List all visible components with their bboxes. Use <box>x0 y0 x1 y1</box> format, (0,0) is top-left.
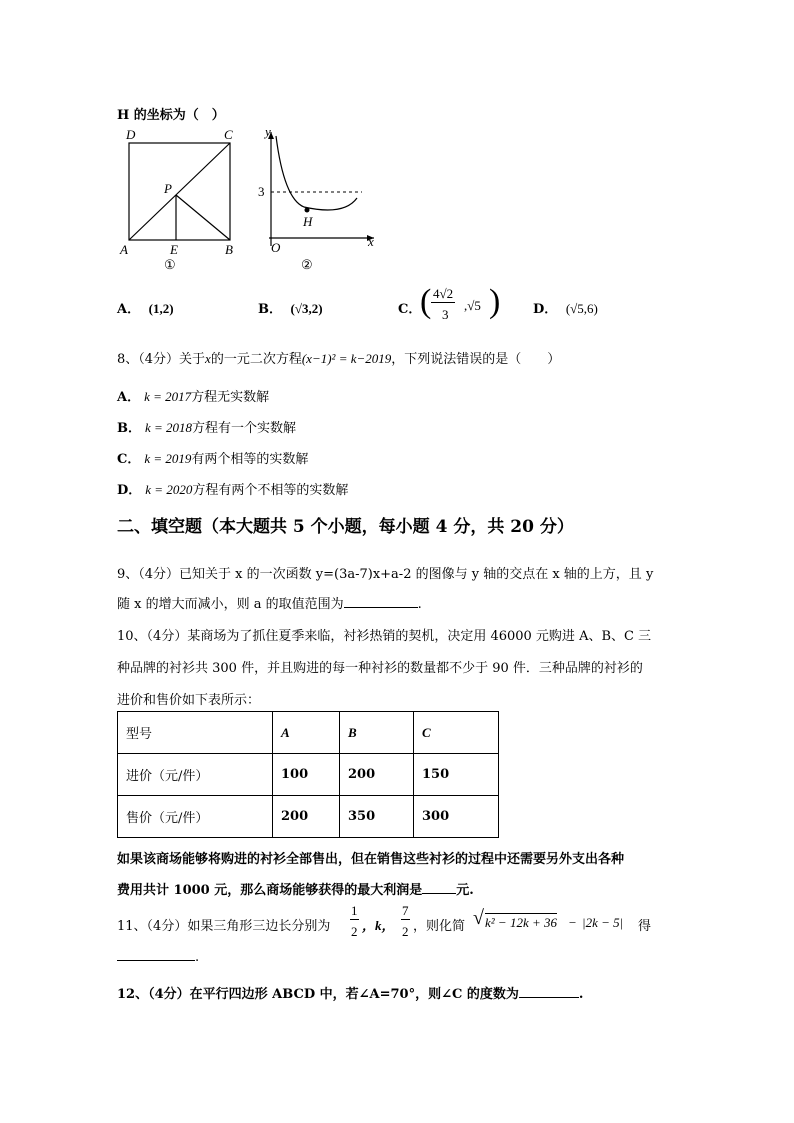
q8-suffix: ，下列说法错误的是（ ） <box>391 352 561 367</box>
table-cell: 350 <box>340 796 414 838</box>
paren-left: ( <box>420 283 432 320</box>
table-cell: 100 <box>273 754 340 796</box>
table-cell: 150 <box>414 754 499 796</box>
q10-line1: 10、（4分）某商场为了抓住夏季来临，衬衫热销的契机，决定用 46000 元购进 A、B、C 三 <box>117 629 652 644</box>
answer-blank[interactable] <box>117 960 195 961</box>
option-b-value: (√3,2) <box>290 301 323 316</box>
table-row <box>118 754 499 796</box>
q11-then: ，则化简 <box>413 919 466 934</box>
label-d: D <box>126 127 136 142</box>
q11-minus: − <box>568 915 577 930</box>
option-d-value: (√5,6) <box>565 301 598 316</box>
q11-line1 <box>117 902 677 946</box>
option-letter: D． <box>533 302 558 317</box>
option-letter: A． <box>117 390 141 405</box>
table-cell: 200 <box>340 754 414 796</box>
q11-line2 <box>117 950 199 965</box>
option-a-value: (1,2) <box>148 301 174 316</box>
section-title: 二、填空题（本大题共 5 个小题，每小题 4 分，共 20 分） <box>117 517 574 537</box>
option-c-denominator: 3 <box>442 307 449 322</box>
q12-end: . <box>578 987 584 1002</box>
table-cell: 型号 <box>118 712 273 754</box>
label-a: A <box>120 242 128 257</box>
table-cell: B <box>340 712 414 754</box>
option-letter: D． <box>117 483 142 498</box>
q11-fraction2-numerator: 7 <box>402 903 409 918</box>
q8-prefix: 8、（4分）关于 <box>117 352 206 367</box>
q9-text: 随 x 的增大而减小，则 a 的取值范围为 <box>117 597 344 612</box>
label-x: x <box>368 234 374 249</box>
q8-option-a <box>117 386 269 405</box>
q11-abs: |2k − 5| <box>582 915 624 930</box>
table-cell: C <box>414 712 499 754</box>
price-table <box>117 711 499 838</box>
segment-pb <box>176 195 230 240</box>
option-text: 方程无实数解 <box>191 390 270 405</box>
option-letter: C． <box>117 452 141 467</box>
table-header-row <box>118 712 499 754</box>
q10-after2 <box>117 879 474 898</box>
q8-mid: 的一元二次方程 <box>210 352 302 367</box>
q8-option-c <box>117 448 308 467</box>
q12-line <box>117 983 583 1002</box>
q10-after2-text: 费用共计 1000 元，那么商场能够获得的最大利润是 <box>117 883 423 898</box>
q10-line3: 进价和售价如下表所示： <box>117 693 261 708</box>
q9-end: . <box>417 597 422 612</box>
label-h: H <box>303 214 313 229</box>
q7-stem-tail: H 的坐标为（ ） <box>117 108 225 123</box>
q11-end: 得 <box>638 919 652 934</box>
q8-stem <box>117 348 560 367</box>
point-h <box>305 208 310 213</box>
function-curve <box>276 136 357 210</box>
figure2-caption: ② <box>301 257 313 272</box>
answer-blank[interactable] <box>519 997 579 998</box>
q11-fraction2-denominator: 2 <box>402 924 409 939</box>
option-text: 方程有一个实数解 <box>192 421 297 436</box>
q8-option-b <box>117 417 296 436</box>
label-y: y <box>265 124 271 139</box>
q9-line1: 9、（4分）已知关于 x 的一次函数 y=(3a-7)x+a-2 的图像与 y 轴的交点在 x 轴的上方，且 y <box>117 567 654 582</box>
diagonal-ac <box>129 143 230 240</box>
option-math: k = 2020 <box>145 482 193 497</box>
label-p: P <box>164 181 172 196</box>
table-cell: 200 <box>273 796 340 838</box>
table-cell: 售价（元/件） <box>118 796 273 838</box>
q10-after1: 如果该商场能够将购进的衬衫全部售出，但在销售这些衬衫的过程中还需要另外支出各种 <box>117 852 625 867</box>
answer-blank[interactable] <box>344 607 418 608</box>
sqrt-sign: √ <box>473 907 484 929</box>
q7-option-d <box>533 298 598 317</box>
q7-option-b <box>258 298 323 317</box>
q11-prefix: 11、（4分）如果三角形三边长分别为 <box>117 919 331 934</box>
paren-right: ) <box>489 283 501 320</box>
label-o: O <box>271 240 281 255</box>
table-cell: 300 <box>414 796 499 838</box>
figure-square-diagram <box>112 126 242 274</box>
q7-option-a <box>117 298 174 317</box>
q11-radicand: k² − 12k + 36 <box>485 915 557 930</box>
option-math: k = 2017 <box>144 389 192 404</box>
figure-function-graph <box>254 124 384 274</box>
q8-var: x <box>205 351 211 366</box>
label-b: B <box>225 242 233 257</box>
label-c: C <box>224 127 233 142</box>
label-e: E <box>170 242 178 257</box>
q10-line2: 种品牌的衬衫共 300 件，并且购进的每一种衬衫的数量都不少于 90 件．三种品牌的衬衫的 <box>117 661 643 676</box>
q11-line2-end: . <box>195 950 200 965</box>
q8-option-d <box>117 479 348 498</box>
q8-equation: (x−1)² = k−2019 <box>301 351 392 366</box>
table-cell: A <box>273 712 340 754</box>
option-letter: B． <box>258 302 282 317</box>
q11-fraction1-numerator: 1 <box>351 903 358 918</box>
option-c-rest: ,√5 <box>464 298 481 313</box>
option-c-numerator: 4√2 <box>433 286 454 301</box>
option-text: 有两个相等的实数解 <box>191 452 309 467</box>
answer-blank[interactable] <box>422 893 456 894</box>
label-three: 3 <box>258 184 265 199</box>
option-letter: C． <box>398 302 422 317</box>
table-cell: 进价（元/件） <box>118 754 273 796</box>
option-math: k = 2018 <box>145 420 193 435</box>
figure1-caption: ① <box>164 257 176 272</box>
option-letter: A． <box>117 302 141 317</box>
option-math: k = 2019 <box>144 451 192 466</box>
q9-line2 <box>117 593 422 612</box>
q11-fraction1-denominator: 2 <box>351 924 358 939</box>
option-text: 方程有两个不相等的实数解 <box>192 483 349 498</box>
q10-after2-end: 元. <box>456 883 474 898</box>
option-letter: B． <box>117 421 141 436</box>
q12-text: 12、（4分）在平行四边形 ABCD 中，若∠A=70°，则∠C 的度数为 <box>117 987 519 1002</box>
q11-mid: ，k， <box>362 918 395 933</box>
table-row <box>118 796 499 838</box>
